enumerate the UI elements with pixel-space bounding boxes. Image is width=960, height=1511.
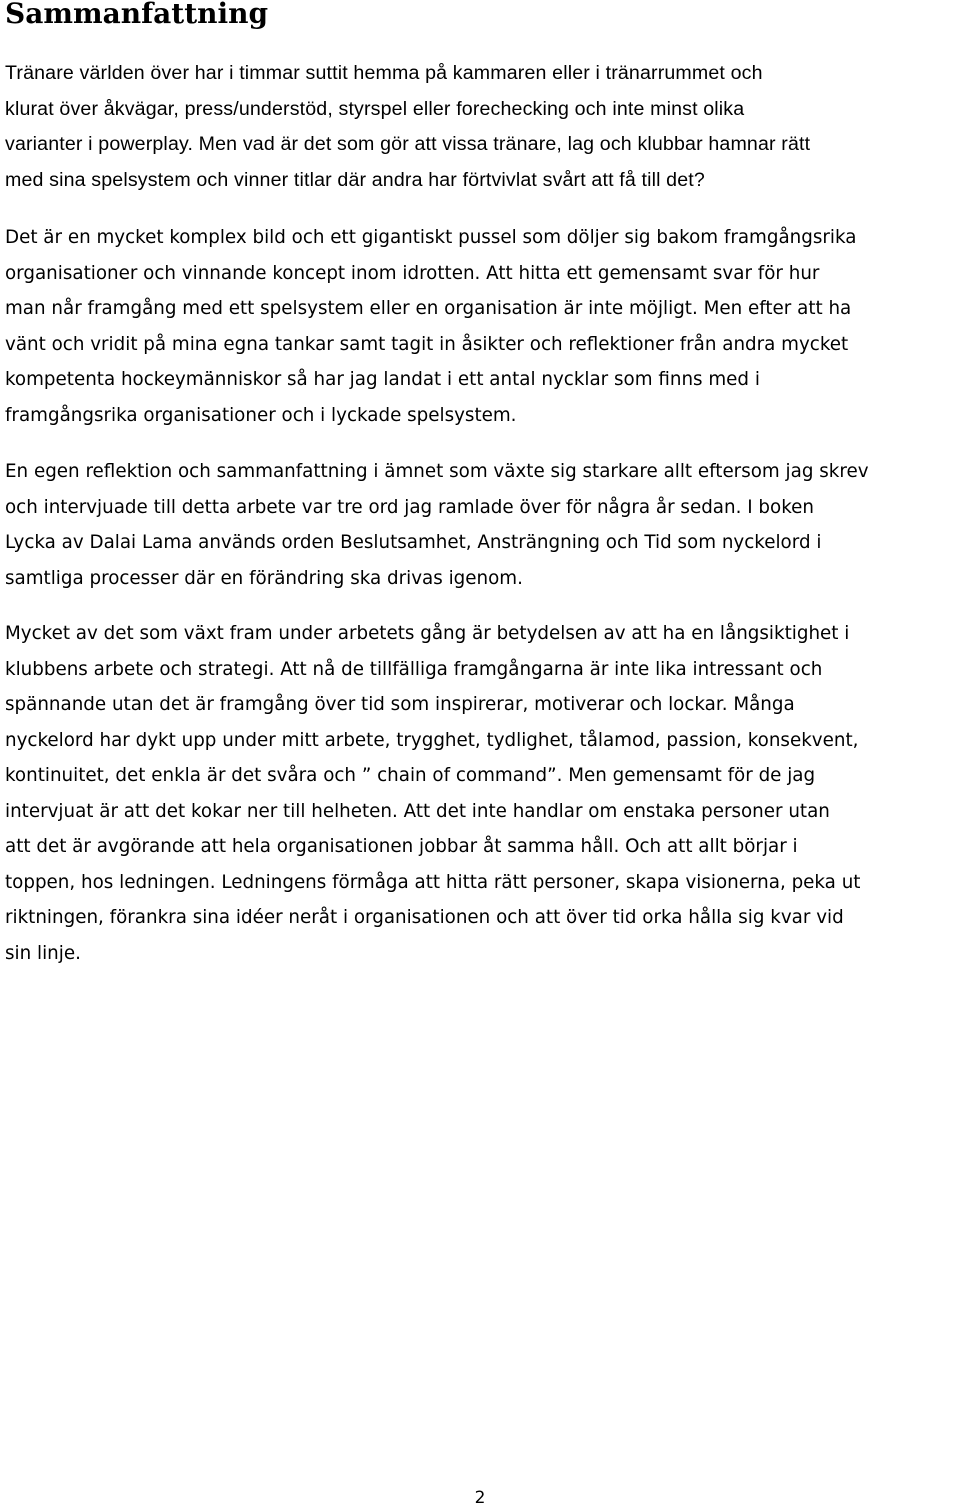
paragraph-intro xyxy=(5,56,957,198)
paragraph-long-term xyxy=(5,616,957,971)
paragraph-line: organisationer och vinnande koncept inom idrotten. Att hitta ett gemensamt svar för hur xyxy=(5,262,820,284)
paragraph-line: framgångsrika organisationer och i lyckade spelsystem. xyxy=(5,404,517,426)
paragraph-line: samtliga processer där en förändring ska drivas igenom. xyxy=(5,567,523,589)
paragraph-line: klurat över åkvägar, press/understöd, styrspel eller forechecking och inte minst olika xyxy=(5,97,745,120)
paragraph-line: varianter i powerplay. Men vad är det som gör att vissa tränare, lag och klubbar hamnar rätt xyxy=(5,133,811,155)
paragraph-line: En egen reflektion och sammanfattning i ämnet som växte sig starkare allt eftersom jag skrev xyxy=(5,461,869,482)
paragraph-line: Mycket av det som växt fram under arbetets gång är betydelsen av att ha en långsiktighet i xyxy=(5,623,850,644)
paragraph-line: intervjuat är att det kokar ner till helheten. Att det inte handlar om enstaka personer utan xyxy=(5,800,830,822)
paragraph-line: nyckelord har dykt upp under mitt arbete, trygghet, tydlighet, tålamod, passion, konsekvent, xyxy=(5,729,859,751)
paragraph-line: kompetenta hockeymänniskor så har jag landat i ett antal nycklar som finns med i xyxy=(5,369,760,390)
paragraph-line: vänt och vridit på mina egna tankar samt tagit in åsikter och reflektioner från andra mycket xyxy=(5,333,849,355)
paragraph-line: Lycka av Dalai Lama används orden Beslutsamhet, Ansträngning och Tid som nyckelord i xyxy=(5,532,822,553)
paragraph-line: att det är avgörande att hela organisationen jobbar åt samma håll. Och att allt börjar i xyxy=(5,836,798,857)
paragraph-line: man når framgång med ett spelsystem eller en organisation är inte möjligt. Men efter att ha xyxy=(5,298,852,319)
paragraph-line: och intervjuade till detta arbete var tre ord jag ramlade över för några år sedan. I boken xyxy=(5,496,814,518)
paragraph-line: toppen, hos ledningen. Ledningens förmåga att hitta rätt personer, skapa visionerna, peka ut xyxy=(5,871,861,893)
paragraph-line: Det är en mycket komplex bild och ett gigantiskt pussel som döljer sig bakom framgångsrika xyxy=(5,227,857,248)
paragraph-complexity xyxy=(5,220,957,433)
paragraph-line: spännande utan det är framgång över tid som inspirerar, motiverar och lockar. Många xyxy=(5,694,795,715)
paragraph-line: klubbens arbete och strategi. Att nå de tillfälliga framgångarna är inte lika intressant och xyxy=(5,658,823,680)
paragraph-line: kontinuitet, det enkla är det svåra och ” chain of command”. Men gemensamt för de jag xyxy=(5,765,816,786)
paragraph-line: riktningen, förankra sina idéer neråt i organisationen och att över tid orka hålla sig kvar vid xyxy=(5,907,844,928)
page-number: 2 xyxy=(474,1488,486,1508)
paragraph-line: sin linje. xyxy=(5,942,81,964)
section-heading: Sammanfattning xyxy=(5,0,269,30)
paragraph-line: med sina spelsystem och vinner titlar där andra har förtvivlat svårt att få till det? xyxy=(5,168,705,191)
paragraph-line: Tränare världen över har i timmar suttit hemma på kammaren eller i tränarrummet och xyxy=(5,62,763,84)
paragraph-reflection xyxy=(5,454,957,596)
